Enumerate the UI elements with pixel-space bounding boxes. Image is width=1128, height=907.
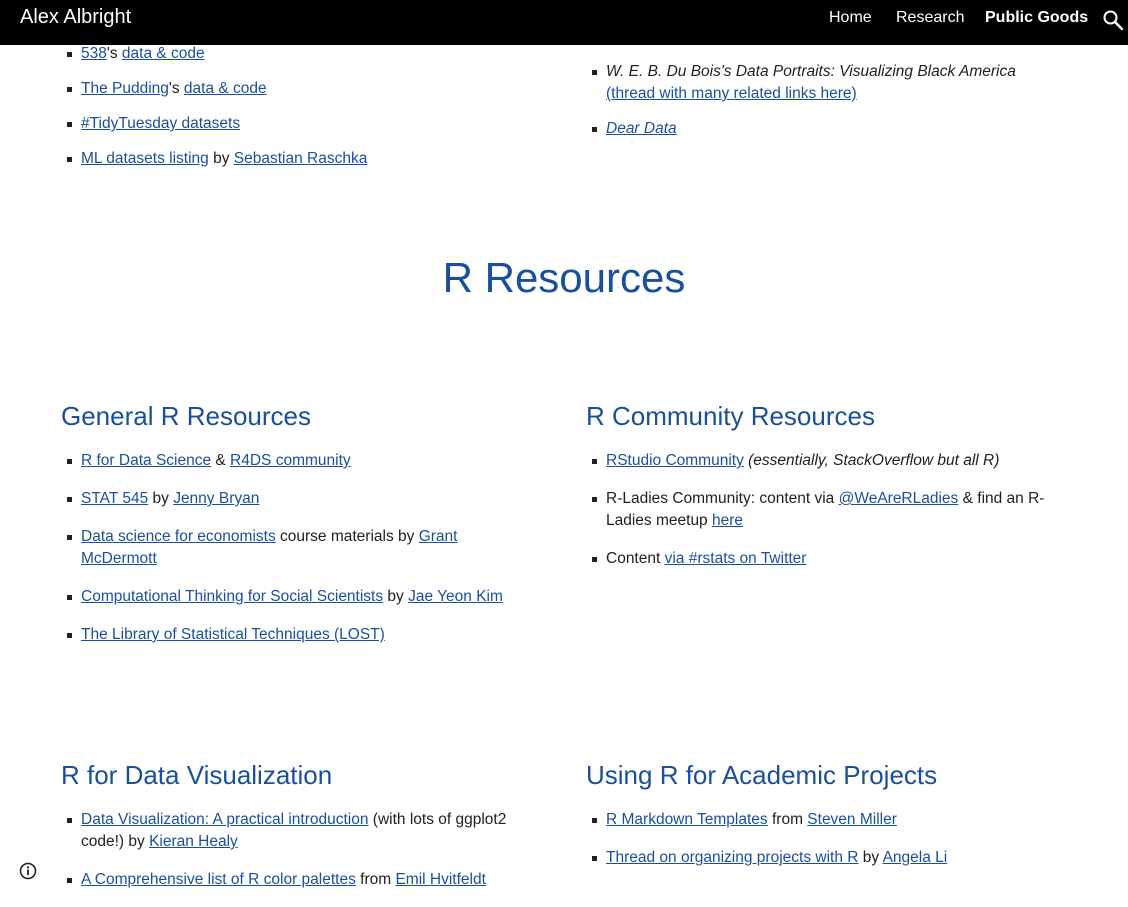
r-academic-projects-heading: Using R for Academic Projects xyxy=(586,760,938,790)
list-item: R Markdown Templates from Steven Miller xyxy=(586,809,1056,831)
kieran-healy-link[interactable]: Kieran Healy xyxy=(149,833,238,850)
r-community-resources-section xyxy=(586,450,1056,586)
list-item xyxy=(61,113,541,135)
rstats-twitter-link[interactable]: via #rstats on Twitter xyxy=(664,550,807,567)
nav-public-goods[interactable]: Public Goods xyxy=(985,9,1089,26)
list-item: STAT 545 by Jenny Bryan xyxy=(61,488,531,510)
sebastian-raschka-link[interactable]: Sebastian Raschka xyxy=(233,150,368,167)
list-item: Data Visualization: A practical introduction (with lots of ggplot2 code!) by Kieran Healy xyxy=(61,809,531,853)
list-item: Data science for economists course materials by Grant McDermott xyxy=(61,526,531,570)
list-item: Content via #rstats on Twitter xyxy=(586,548,1056,570)
datasets-section xyxy=(61,43,541,183)
dataviz-list xyxy=(586,61,1056,140)
dear-data-link[interactable]: Dear Data xyxy=(606,120,677,137)
list-item: R-Ladies Community: content via @WeAreRLadies & find an R-Ladies meetup here xyxy=(586,488,1056,532)
list-item: The Pudding's data & code xyxy=(61,78,541,100)
page-section-title: R Resources xyxy=(442,254,686,301)
list-item xyxy=(586,61,1056,105)
rstudio-community-link[interactable]: RStudio Community xyxy=(606,452,744,469)
datasets-list xyxy=(61,43,541,170)
list-item xyxy=(61,624,531,646)
r-academic-projects-section xyxy=(586,809,1056,885)
jenny-bryan-link[interactable]: Jenny Bryan xyxy=(173,490,260,507)
site-title[interactable]: Alex Albright xyxy=(20,6,132,28)
tidytuesday-link[interactable]: #TidyTuesday datasets xyxy=(81,115,241,132)
538-link[interactable]: 538 xyxy=(81,45,107,62)
nav-research[interactable]: Research xyxy=(896,9,965,26)
angela-li-link[interactable]: Angela Li xyxy=(882,849,948,866)
the-pudding-link[interactable]: The Pudding xyxy=(81,80,169,97)
search-icon[interactable] xyxy=(1101,8,1125,32)
lost-link[interactable]: The Library of Statistical Techniques (LOST) xyxy=(81,626,385,643)
rstudio-community-note: (essentially, StackOverflow but all R) xyxy=(748,452,1000,469)
grant-mcdermott-link[interactable]: Grant McDermott xyxy=(81,528,458,567)
list-item: Computational Thinking for Social Scientists by Jae Yeon Kim xyxy=(61,586,531,608)
r-for-data-visualization-section xyxy=(61,809,531,907)
nav-home[interactable]: Home xyxy=(829,9,872,26)
data-visualization-practical-intro-link[interactable]: Data Visualization: A practical introduction xyxy=(81,811,369,828)
general-r-resources-section xyxy=(61,450,531,662)
du-bois-thread-link[interactable]: (thread with many related links here) xyxy=(606,85,857,102)
weareRladies-link[interactable]: @WeAreRLadies xyxy=(838,490,959,507)
data-science-economists-link[interactable]: Data science for economists xyxy=(81,528,276,545)
computational-thinking-link[interactable]: Computational Thinking for Social Scientists xyxy=(81,588,384,605)
rladies-meetup-link[interactable]: here xyxy=(712,512,744,529)
list-item xyxy=(586,118,1056,140)
r-for-data-science-link[interactable]: R for Data Science xyxy=(81,452,212,469)
list-item: 538's data & code xyxy=(61,43,541,65)
r-academic-projects-list xyxy=(586,809,1056,869)
r4ds-community-link[interactable]: R4DS community xyxy=(230,452,351,469)
list-item: Thread on organizing projects with R by Angela Li xyxy=(586,847,1056,869)
538-data-code-link[interactable]: data & code xyxy=(121,45,205,62)
stat-545-link[interactable]: STAT 545 xyxy=(81,490,149,507)
list-item: R for Data Science & R4DS community xyxy=(61,450,531,472)
r-for-data-visualization-list xyxy=(61,809,531,891)
r-for-data-visualization-heading: R for Data Visualization xyxy=(61,760,333,790)
ml-datasets-link[interactable]: ML datasets listing xyxy=(81,150,209,167)
general-r-resources-heading: General R Resources xyxy=(61,401,311,431)
top-navigation-bar xyxy=(0,0,1128,45)
dataviz-inspiration-section xyxy=(586,61,1056,153)
steven-miller-link[interactable]: Steven Miller xyxy=(807,811,897,828)
list-item: A Comprehensive list of R color palettes from Emil Hvitfeldt xyxy=(61,869,531,891)
r-markdown-templates-link[interactable]: R Markdown Templates xyxy=(606,811,768,828)
du-bois-title: W. E. B. Du Bois's Data Portraits: Visualizing Black America xyxy=(606,63,1016,80)
list-item: ML datasets listing by Sebastian Raschka xyxy=(61,148,541,170)
general-r-resources-list xyxy=(61,450,531,646)
emil-hvitfeldt-link[interactable]: Emil Hvitfeldt xyxy=(395,871,486,888)
r-color-palettes-link[interactable]: A Comprehensive list of R color palettes xyxy=(81,871,356,888)
pudding-data-code-link[interactable]: data & code xyxy=(183,80,267,97)
jae-yeon-kim-link[interactable]: Jae Yeon Kim xyxy=(408,588,503,605)
organizing-projects-thread-link[interactable]: Thread on organizing projects with R xyxy=(606,849,859,866)
list-item xyxy=(586,450,1056,472)
r-community-resources-heading: R Community Resources xyxy=(586,401,875,431)
r-community-resources-list xyxy=(586,450,1056,570)
info-icon[interactable] xyxy=(19,862,37,880)
